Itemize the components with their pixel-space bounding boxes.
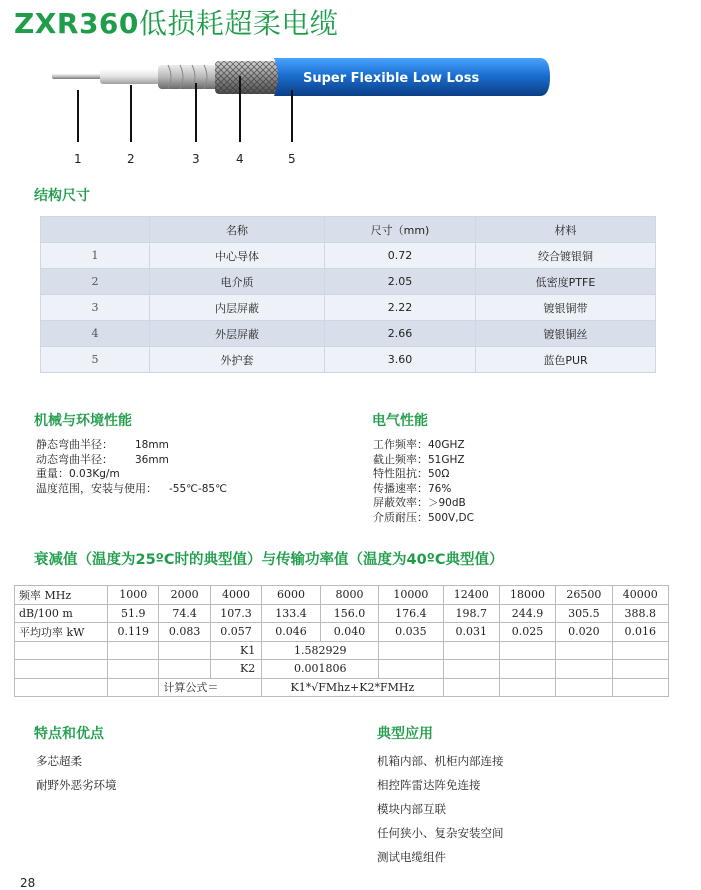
table-cell: 0.083 bbox=[159, 623, 210, 642]
table-cell bbox=[159, 660, 210, 679]
table-cell: 中心导体 bbox=[150, 243, 325, 269]
table-cell: 4000 bbox=[210, 586, 261, 605]
list-item: 机箱内部、机柜内部连接 bbox=[377, 754, 504, 768]
table-cell bbox=[159, 641, 210, 660]
list-item: 介质耐压：500V,DC bbox=[373, 510, 474, 524]
header-cell bbox=[41, 217, 150, 243]
features-list bbox=[36, 749, 117, 797]
table-cell: 内层屏蔽 bbox=[150, 295, 325, 321]
table-row bbox=[41, 321, 656, 347]
table-cell: 12400 bbox=[443, 586, 499, 605]
table-cell: 绞合镀银铜 bbox=[476, 243, 656, 269]
table-cell: 0.025 bbox=[499, 623, 555, 642]
table-cell: 2 bbox=[41, 269, 150, 295]
inner-shield-tape bbox=[158, 65, 218, 89]
list-item: 温度范围，安装与使用： -55℃-85℃ bbox=[36, 481, 227, 495]
table-cell bbox=[499, 641, 555, 660]
table-cell: 51.9 bbox=[108, 604, 159, 623]
list-item: 传播速率：76% bbox=[373, 481, 452, 495]
list-item: 相控阵雷达阵免连接 bbox=[377, 778, 481, 792]
table-cell: 外层屏蔽 bbox=[150, 321, 325, 347]
applications-list bbox=[377, 749, 504, 869]
callout-line-4 bbox=[239, 76, 241, 142]
header-cell: 材料 bbox=[476, 217, 656, 243]
table-cell: 0.016 bbox=[612, 623, 668, 642]
callout-number-4: 4 bbox=[236, 152, 244, 166]
table-cell bbox=[499, 660, 555, 679]
header-cell: 尺寸（mm) bbox=[325, 217, 476, 243]
list-item: 多芯超柔 bbox=[36, 754, 82, 768]
table-cell: 1.582929 bbox=[262, 641, 379, 660]
table-row bbox=[41, 269, 656, 295]
table-cell: 0.040 bbox=[320, 623, 379, 642]
table-cell: 40000 bbox=[612, 586, 668, 605]
table-cell: 1 bbox=[41, 243, 150, 269]
table-cell: 4 bbox=[41, 321, 150, 347]
table-cell: 1000 bbox=[108, 586, 159, 605]
table-cell bbox=[443, 678, 499, 697]
page-title bbox=[14, 2, 338, 42]
table-cell bbox=[556, 641, 612, 660]
table-cell bbox=[379, 641, 443, 660]
table-cell: 2.66 bbox=[325, 321, 476, 347]
title-model: ZXR360 bbox=[14, 7, 139, 40]
list-item: 屏蔽效率：＞90dB bbox=[373, 496, 466, 509]
table-cell: 244.9 bbox=[499, 604, 555, 623]
table-cell: 0.119 bbox=[108, 623, 159, 642]
table-cell bbox=[108, 641, 159, 660]
dielectric bbox=[100, 69, 160, 84]
list-item: 重量：0.03Kg/m bbox=[36, 467, 120, 480]
table-cell: K1 bbox=[210, 641, 261, 660]
table-cell: 2.05 bbox=[325, 269, 476, 295]
list-item: 工作频率：40GHZ bbox=[373, 438, 465, 451]
table-cell: 电介质 bbox=[150, 269, 325, 295]
features-heading: 特点和优点 bbox=[34, 726, 104, 742]
table-cell bbox=[612, 641, 668, 660]
table-cell: 0.046 bbox=[262, 623, 321, 642]
table-cell bbox=[108, 678, 159, 697]
table-cell: 0.035 bbox=[379, 623, 443, 642]
table-row bbox=[15, 660, 669, 679]
table-cell: 镀银铜带 bbox=[476, 295, 656, 321]
table-cell: 蓝色PUR bbox=[476, 347, 656, 373]
list-item: 耐野外恶劣环境 bbox=[36, 778, 117, 792]
structure-table bbox=[40, 216, 656, 373]
attenuation-heading: 衰减值（温度为25ºC时的典型值）与传输功率值（温度为40ºC典型值） bbox=[34, 552, 504, 568]
electrical-list bbox=[373, 438, 474, 525]
table-cell: 外护套 bbox=[150, 347, 325, 373]
table-cell bbox=[108, 660, 159, 679]
callout-line-3 bbox=[195, 83, 197, 142]
table-cell: K1*√FMhz+K2*FMHz bbox=[262, 678, 443, 697]
table-cell: 2000 bbox=[159, 586, 210, 605]
callout-line-2 bbox=[130, 85, 132, 142]
attenuation-table bbox=[14, 585, 669, 697]
table-cell: 18000 bbox=[499, 586, 555, 605]
table-row bbox=[15, 641, 669, 660]
table-cell: 176.4 bbox=[379, 604, 443, 623]
table-cell: 镀银铜丝 bbox=[476, 321, 656, 347]
callout-number-1: 1 bbox=[74, 152, 82, 166]
table-cell: 0.057 bbox=[210, 623, 261, 642]
table-cell: 6000 bbox=[262, 586, 321, 605]
title-name: 低损耗超柔电缆 bbox=[138, 7, 339, 40]
table-cell: 0.72 bbox=[325, 243, 476, 269]
table-row bbox=[15, 604, 669, 623]
table-cell: 156.0 bbox=[320, 604, 379, 623]
callout-number-2: 2 bbox=[127, 152, 135, 166]
applications-heading: 典型应用 bbox=[377, 726, 433, 742]
table-cell: dB/100 m bbox=[15, 604, 108, 623]
table-cell: 133.4 bbox=[262, 604, 321, 623]
table-cell bbox=[379, 660, 443, 679]
list-item: 截止频率：51GHZ bbox=[373, 452, 465, 466]
table-row bbox=[15, 623, 669, 642]
table-cell: 388.8 bbox=[612, 604, 668, 623]
page-number: 28 bbox=[20, 876, 36, 890]
jacket-text: Super Flexible Low Loss bbox=[303, 71, 480, 86]
table-cell: 107.3 bbox=[210, 604, 261, 623]
table-cell bbox=[556, 678, 612, 697]
table-row bbox=[41, 295, 656, 321]
list-item: 任何狭小、复杂安装空间 bbox=[377, 826, 504, 840]
structure-heading: 结构尺寸 bbox=[34, 188, 90, 204]
mechanical-list bbox=[36, 438, 227, 496]
list-item: 动态弯曲半径： 36mm bbox=[36, 452, 169, 466]
table-cell: 8000 bbox=[320, 586, 379, 605]
table-cell bbox=[15, 641, 108, 660]
cable-illustration bbox=[50, 55, 560, 110]
table-cell: 10000 bbox=[379, 586, 443, 605]
table-cell bbox=[499, 678, 555, 697]
mechanical-heading: 机械与环境性能 bbox=[34, 413, 132, 429]
table-cell: 2.22 bbox=[325, 295, 476, 321]
callout-number-5: 5 bbox=[288, 152, 296, 166]
table-cell bbox=[15, 678, 108, 697]
list-item: 模块内部互联 bbox=[377, 802, 446, 816]
table-cell bbox=[15, 660, 108, 679]
table-cell: 频率 MHz bbox=[15, 586, 108, 605]
table-cell: 3 bbox=[41, 295, 150, 321]
table-cell: 26500 bbox=[556, 586, 612, 605]
table-cell bbox=[443, 641, 499, 660]
table-cell: 3.60 bbox=[325, 347, 476, 373]
table-cell: 305.5 bbox=[556, 604, 612, 623]
table-cell: K2 bbox=[210, 660, 261, 679]
table-row bbox=[41, 243, 656, 269]
table-cell bbox=[612, 660, 668, 679]
table-cell: 0.001806 bbox=[262, 660, 379, 679]
table-cell bbox=[443, 660, 499, 679]
callout-line-1 bbox=[77, 90, 79, 142]
table-cell: 计算公式＝ bbox=[159, 678, 262, 697]
table-cell: 低密度PTFE bbox=[476, 269, 656, 295]
table-cell bbox=[556, 660, 612, 679]
table-cell: 0.020 bbox=[556, 623, 612, 642]
table-header-row bbox=[41, 217, 656, 243]
table-row bbox=[41, 347, 656, 373]
list-item: 特性阻抗：50Ω bbox=[373, 467, 450, 480]
center-conductor bbox=[52, 74, 102, 79]
table-cell: 0.031 bbox=[443, 623, 499, 642]
list-item: 测试电缆组件 bbox=[377, 850, 446, 864]
table-cell: 5 bbox=[41, 347, 150, 373]
table-row bbox=[15, 586, 669, 605]
callout-number-3: 3 bbox=[192, 152, 200, 166]
list-item: 静态弯曲半径： 18mm bbox=[36, 438, 169, 451]
electrical-heading: 电气性能 bbox=[372, 413, 428, 429]
table-cell bbox=[612, 678, 668, 697]
table-cell: 平均功率 kW bbox=[15, 623, 108, 642]
table-cell: 198.7 bbox=[443, 604, 499, 623]
table-row bbox=[15, 678, 669, 697]
callout-line-5 bbox=[291, 90, 293, 142]
header-cell: 名称 bbox=[150, 217, 325, 243]
table-cell: 74.4 bbox=[159, 604, 210, 623]
